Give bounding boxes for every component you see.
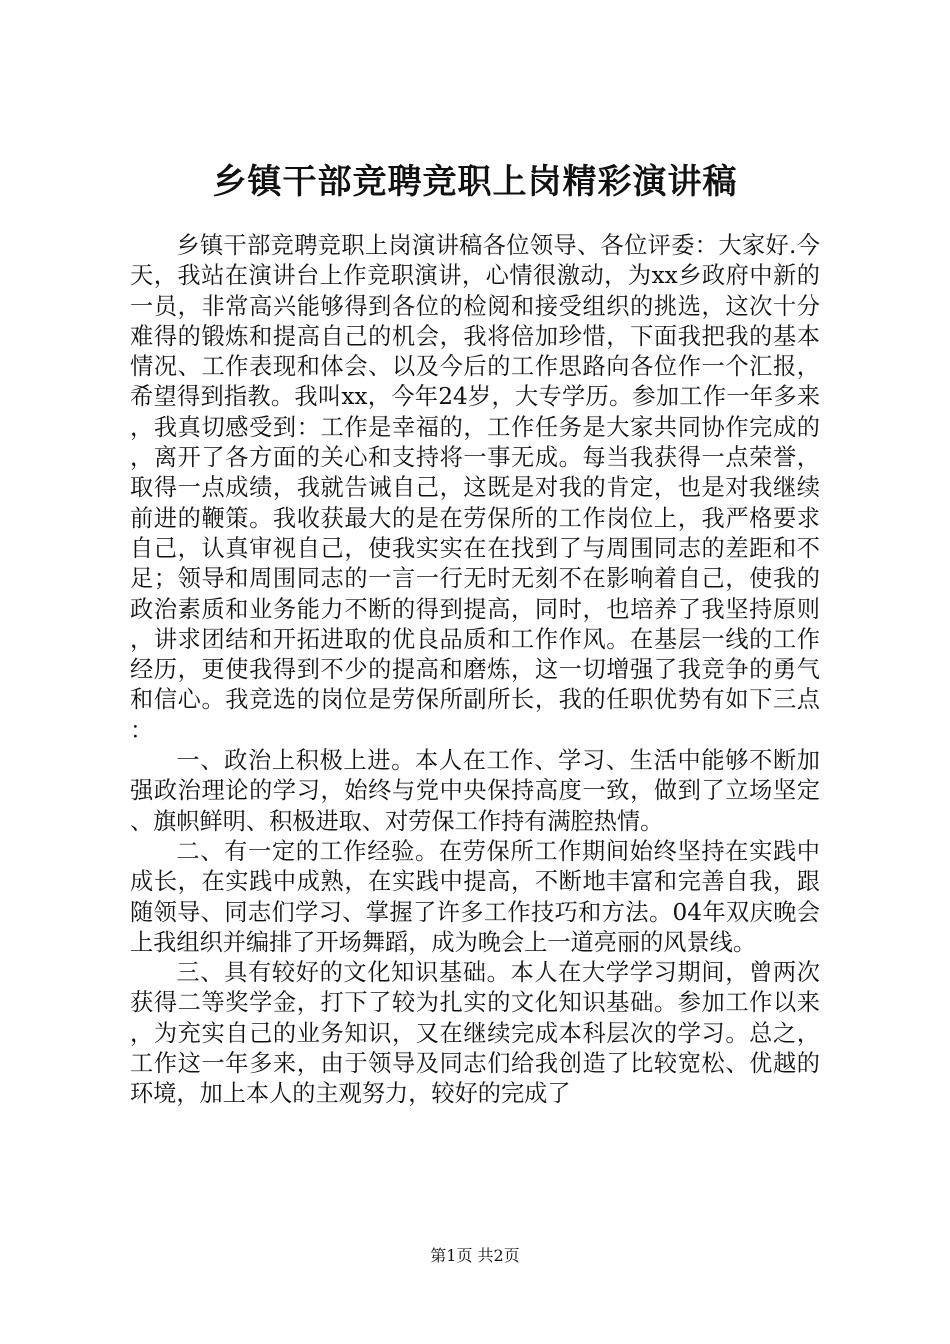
document-body xyxy=(130,231,820,1110)
paragraph-point-1: 一、政治上积极上进。本人在工作、学习、生活中能够不断加强政治理论的学习，始终与党中央保持高度一致，做到了立场坚定、旗帜鲜明、积极进取、对劳保工作持有满腔热情。 xyxy=(130,747,820,835)
document-title: 乡镇干部竞聘竞职上岗精彩演讲稿 xyxy=(212,162,738,202)
paragraph-point-3: 三、具有较好的文化知识基础。本人在大学学习期间，曾两次获得二等奖学金，打下了较为扎实的文化知识基础。参加工作以来，为充实自己的业务知识，又在继续完成本科层次的学习。总之，工作这一年多来，由于领导及同志们给我创造了比较宽松、优越的环境，加上本人的主观努力，较好的完成了 xyxy=(130,959,820,1108)
page-footer: 第1页 共2页 xyxy=(430,1246,520,1265)
paragraph-intro: 乡镇干部竞聘竞职上岗演讲稿各位领导、各位评委：大家好.今天，我站在演讲台上作竞职演讲，心情很激动，为xx乡政府中新的一员，非常高兴能够得到各位的检阅和接受组织的挑选，这次十分难得的锻炼和提高自己的机会，我将倍加珍惜，下面我把我的基本情况、工作表现和体会、以及今后的工作思路向各位作一个汇报，希望得到指教。我叫xx，今年24岁，大专学历。参加工作一年多来，我真切感受到：工作是幸福的，工作任务是大家共同协作完成的，离开了各方面的关心和支持将一事无成。每当我获得一点荣誉，取得一点成绩，我就告诫自己，这既是对我的肯定，也是对我继续前进的鞭策。我收获最大的是在劳保所的工作岗位上，我严格要求自己，认真审视自己，使我实实在在找到了与周围同志的差距和不足；领导和周围同志的一言一行无时无刻不在影响着自己，使我的政治素质和业务能力不断的得到提高，同时，也培养了我坚持原则，讲求团结和开拓进取的优良品质和工作作风。在基层一线的工作经历，更使我得到不少的提高和磨炼，这一切增强了我竞争的勇气和信心。我竞选的岗位是劳保所副所长，我的任职优势有如下三点： xyxy=(130,232,820,744)
paragraph-point-2: 二、有一定的工作经验。在劳保所工作期间始终坚持在实践中成长，在实践中成熟，在实践中提高，不断地丰富和完善自我，跟随领导、同志们学习、掌握了许多工作技巧和方法。04年双庆晚会上我组织并编排了开场舞蹈，成为晚会上一道亮丽的风景线。 xyxy=(130,837,820,956)
